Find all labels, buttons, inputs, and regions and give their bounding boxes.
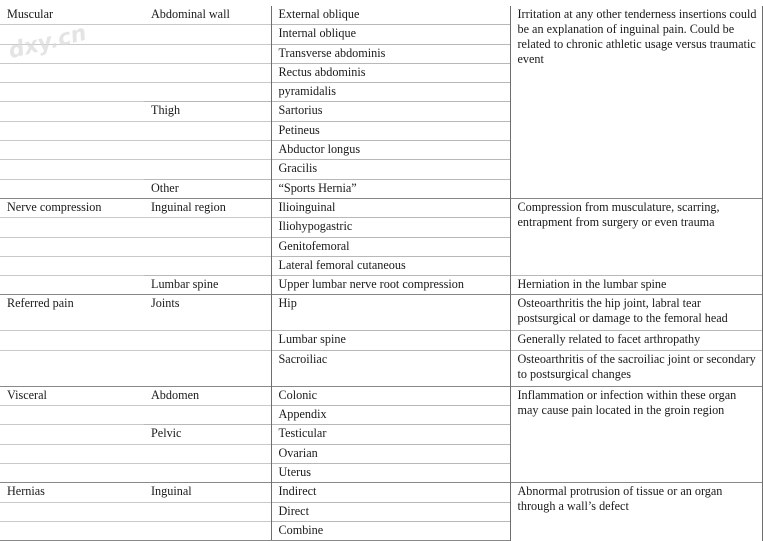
- item-cell: Transverse abdominis: [271, 44, 510, 63]
- table-row: [0, 331, 762, 350]
- category-cell: Referred pain: [0, 295, 144, 331]
- note-cell: Generally related to facet arthropathy: [510, 331, 762, 350]
- item-cell: Uterus: [271, 463, 510, 482]
- item-cell: Direct: [271, 502, 510, 521]
- item-cell: Internal oblique: [271, 25, 510, 44]
- watermark-logo: dxy.cn: [6, 20, 90, 65]
- table-row: [0, 386, 762, 405]
- item-cell: Iliohypogastric: [271, 218, 510, 237]
- note-cell: Osteoarthritis the hip joint, labral tear postsurgical or damage to the femoral head: [510, 295, 762, 331]
- subcategory-cell: Inguinal: [144, 483, 271, 502]
- note-cell: Inflammation or infection within these organ may cause pain located in the groin region: [510, 386, 762, 482]
- note-cell: Compression from musculature, scarring, entrapment from surgery or even trauma: [510, 198, 762, 275]
- subcategory-cell: Other: [144, 179, 271, 198]
- table-row: [0, 6, 762, 25]
- item-cell: Indirect: [271, 483, 510, 502]
- item-cell: Ovarian: [271, 444, 510, 463]
- subcategory-cell: Joints: [144, 295, 271, 331]
- category-cell: Nerve compression: [0, 198, 144, 217]
- category-cell: Hernias: [0, 483, 144, 502]
- table-row: [0, 350, 762, 386]
- item-cell: Petineus: [271, 121, 510, 140]
- table-row: [0, 198, 762, 217]
- item-cell: Sartorius: [271, 102, 510, 121]
- note-cell: Abnormal protrusion of tissue or an organ through a wall’s defect: [510, 483, 762, 541]
- note-cell: Osteoarthritis of the sacroiliac joint or secondary to postsurgical changes: [510, 350, 762, 386]
- category-cell: Visceral: [0, 386, 144, 405]
- subcategory-cell: Inguinal region: [144, 198, 271, 217]
- item-cell: Colonic: [271, 386, 510, 405]
- item-cell: Hip: [271, 295, 510, 331]
- item-cell: Appendix: [271, 406, 510, 425]
- item-cell: Gracilis: [271, 160, 510, 179]
- item-cell: Upper lumbar nerve root compression: [271, 276, 510, 295]
- table-row: [0, 276, 762, 295]
- item-cell: Genitofemoral: [271, 237, 510, 256]
- item-cell: pyramidalis: [271, 83, 510, 102]
- table-row: [0, 295, 762, 331]
- category-cell: Muscular: [7, 7, 54, 21]
- item-cell: External oblique: [271, 6, 510, 25]
- item-cell: “Sports Hernia”: [271, 179, 510, 198]
- item-cell: Ilioinguinal: [271, 198, 510, 217]
- item-cell: Lateral femoral cutaneous: [271, 256, 510, 275]
- note-cell: Irritation at any other tenderness insertions could be an explanation of inguinal pain. Could be related to chronic athletic usage versus traumatic event: [510, 6, 762, 198]
- note-cell: Herniation in the lumbar spine: [510, 276, 762, 295]
- subcategory-cell: Abdominal wall: [151, 7, 230, 21]
- subcategory-cell: Pelvic: [144, 425, 271, 444]
- subcategory-cell: Thigh: [144, 102, 271, 121]
- item-cell: Abductor longus: [271, 141, 510, 160]
- item-cell: Rectus abdominis: [271, 63, 510, 82]
- table-row: [0, 483, 762, 502]
- item-cell: Sacroiliac: [271, 350, 510, 386]
- item-cell: Combine: [271, 521, 510, 540]
- groin-pain-table: [0, 6, 763, 541]
- subcategory-cell: Lumbar spine: [144, 276, 271, 295]
- subcategory-cell: Abdomen: [144, 386, 271, 405]
- item-cell: Testicular: [271, 425, 510, 444]
- item-cell: Lumbar spine: [271, 331, 510, 350]
